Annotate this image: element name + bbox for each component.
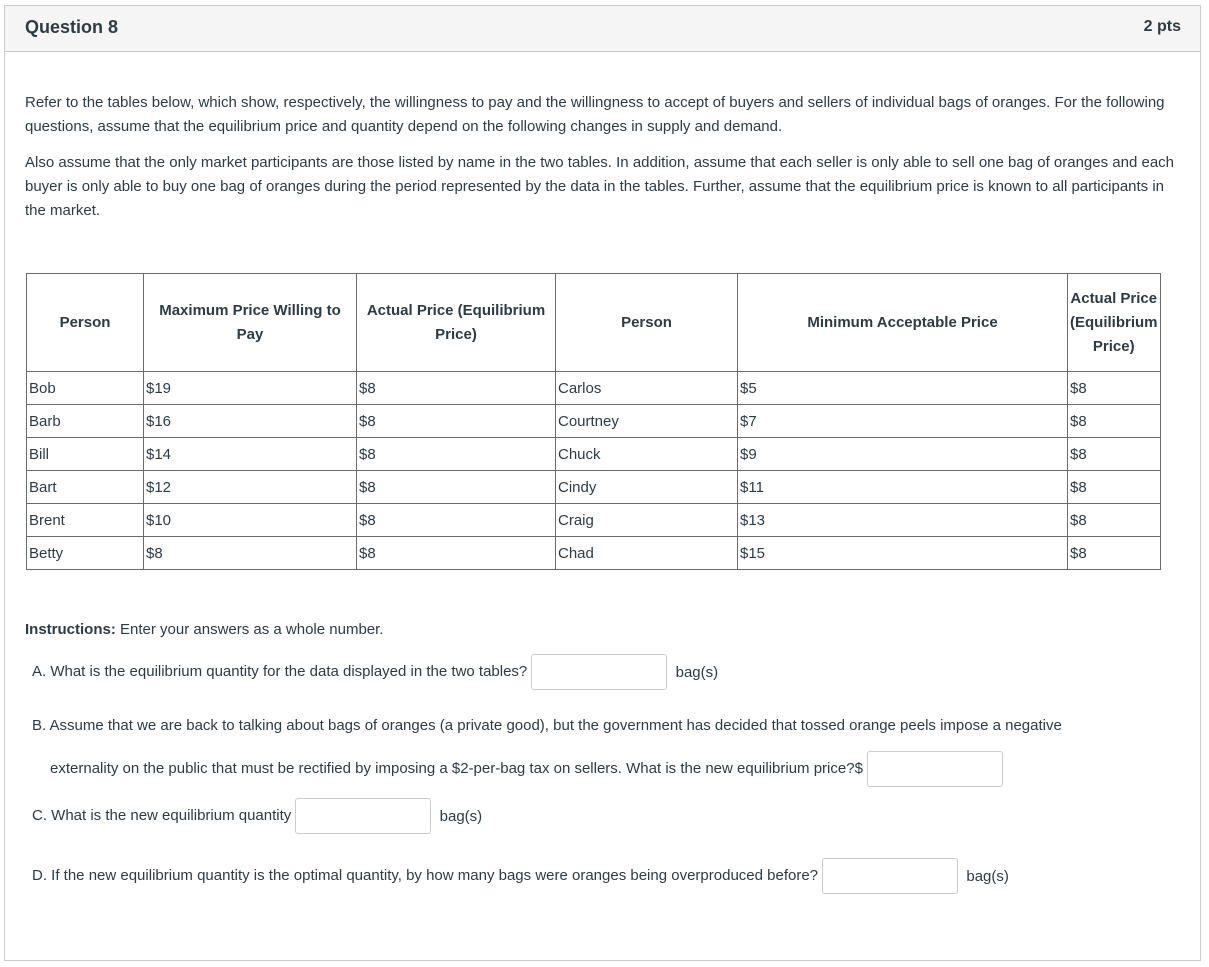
table-cell: Chad bbox=[556, 537, 738, 570]
header-buyer-actual-price: Actual Price (Equilibrium Price) bbox=[357, 274, 556, 372]
table-row bbox=[27, 504, 1161, 537]
table-cell: $8 bbox=[357, 504, 556, 537]
part-d bbox=[32, 858, 1009, 894]
table-cell: $8 bbox=[1068, 471, 1161, 504]
table-cell: Bill bbox=[27, 438, 144, 471]
instructions-text: Enter your answers as a whole number. bbox=[115, 621, 384, 638]
market-table bbox=[26, 273, 1161, 570]
table-row bbox=[27, 537, 1161, 570]
table-cell: Bob bbox=[27, 372, 144, 405]
part-d-text: D. If the new equilibrium quantity is the optimal quantity, by how many bags were oranges being overproduced before? bbox=[32, 866, 819, 884]
question-card bbox=[4, 5, 1201, 961]
table-cell: Courtney bbox=[556, 405, 738, 438]
part-a-answer-input[interactable] bbox=[531, 654, 667, 690]
table-cell: Bart bbox=[27, 471, 144, 504]
instructions-label: Instructions: bbox=[25, 621, 116, 638]
table-cell: Brent bbox=[27, 504, 144, 537]
table-cell: $15 bbox=[738, 537, 1068, 570]
part-b bbox=[32, 716, 1062, 787]
part-c-text: C. What is the new equilibrium quantity bbox=[32, 806, 292, 824]
table-cell: $8 bbox=[1068, 438, 1161, 471]
table-cell: Barb bbox=[27, 405, 144, 438]
table-cell: Chuck bbox=[556, 438, 738, 471]
table-cell: $7 bbox=[738, 405, 1068, 438]
table-cell: $8 bbox=[357, 372, 556, 405]
table-cell: Carlos bbox=[556, 372, 738, 405]
table-row bbox=[27, 438, 1161, 471]
table-cell: $8 bbox=[1068, 537, 1161, 570]
header-min-price: Minimum Acceptable Price bbox=[738, 274, 1068, 372]
table-cell: Betty bbox=[27, 537, 144, 570]
table-cell: $8 bbox=[1068, 405, 1161, 438]
question-paragraph: Refer to the tables below, which show, respectively, the willingness to pay and the willingness to accept of buyers and sellers of individual bags of oranges. For the following questions, assume that the equilibrium price and quantity depend on the following changes in supply and demand. bbox=[25, 94, 1165, 135]
table-cell: Cindy bbox=[556, 471, 738, 504]
part-a-unit: bag(s) bbox=[675, 663, 719, 681]
part-b-text-line1: B. Assume that we are back to talking about bags of oranges (a private good), but the government has decided that tossed orange peels impose a negative bbox=[32, 717, 1062, 734]
part-d-unit: bag(s) bbox=[966, 867, 1009, 885]
part-d-answer-input[interactable] bbox=[822, 858, 958, 894]
part-a bbox=[32, 654, 718, 690]
part-c-answer-input[interactable] bbox=[295, 798, 431, 834]
question-points: 2 pts bbox=[1143, 18, 1181, 35]
table-cell: $13 bbox=[738, 504, 1068, 537]
table-cell: $14 bbox=[144, 438, 357, 471]
table-cell: $19 bbox=[144, 372, 357, 405]
table-cell: $8 bbox=[357, 471, 556, 504]
question-title: Question 8 bbox=[25, 17, 119, 37]
question-paragraph: Also assume that the only market participants are those listed by name in the two tables. In addition, assume that each seller is only able to sell one bag of oranges and each buyer is only able to buy one bag of oranges during the period represented by the data in the tables. Further, assume that the equilibrium price is known to all participants in the market. bbox=[25, 154, 1175, 219]
table-cell: $8 bbox=[357, 438, 556, 471]
table-cell: $8 bbox=[1068, 504, 1161, 537]
table-cell: $11 bbox=[738, 471, 1068, 504]
table-header-row bbox=[27, 274, 1161, 372]
table-cell: $16 bbox=[144, 405, 357, 438]
header-seller-person: Person bbox=[556, 274, 738, 372]
part-c bbox=[32, 798, 482, 834]
header-seller-actual-price: Actual Price (Equilibrium Price) bbox=[1068, 274, 1161, 372]
part-b-text-line2: externality on the public that must be rectified by imposing a $2-per-bag tax on sellers. What is the new equilibrium price?$ bbox=[50, 759, 863, 777]
table-cell: $8 bbox=[357, 537, 556, 570]
table-cell: $10 bbox=[144, 504, 357, 537]
header-buyer-person: Person bbox=[27, 274, 144, 372]
table-cell: $8 bbox=[1068, 372, 1161, 405]
table-cell: $8 bbox=[357, 405, 556, 438]
instructions bbox=[25, 621, 383, 638]
question-text bbox=[25, 91, 1177, 235]
part-c-unit: bag(s) bbox=[439, 807, 483, 825]
header-max-price: Maximum Price Willing to Pay bbox=[144, 274, 357, 372]
table-cell: $5 bbox=[738, 372, 1068, 405]
table-cell: Craig bbox=[556, 504, 738, 537]
table-cell: $12 bbox=[144, 471, 357, 504]
part-b-answer-input[interactable] bbox=[867, 751, 1003, 787]
table-row bbox=[27, 471, 1161, 504]
table-cell: $9 bbox=[738, 438, 1068, 471]
table-row bbox=[27, 372, 1161, 405]
table-cell: $8 bbox=[144, 537, 357, 570]
table-row bbox=[27, 405, 1161, 438]
part-a-text: A. What is the equilibrium quantity for the data displayed in the two tables? bbox=[32, 662, 528, 680]
question-header bbox=[5, 6, 1200, 52]
